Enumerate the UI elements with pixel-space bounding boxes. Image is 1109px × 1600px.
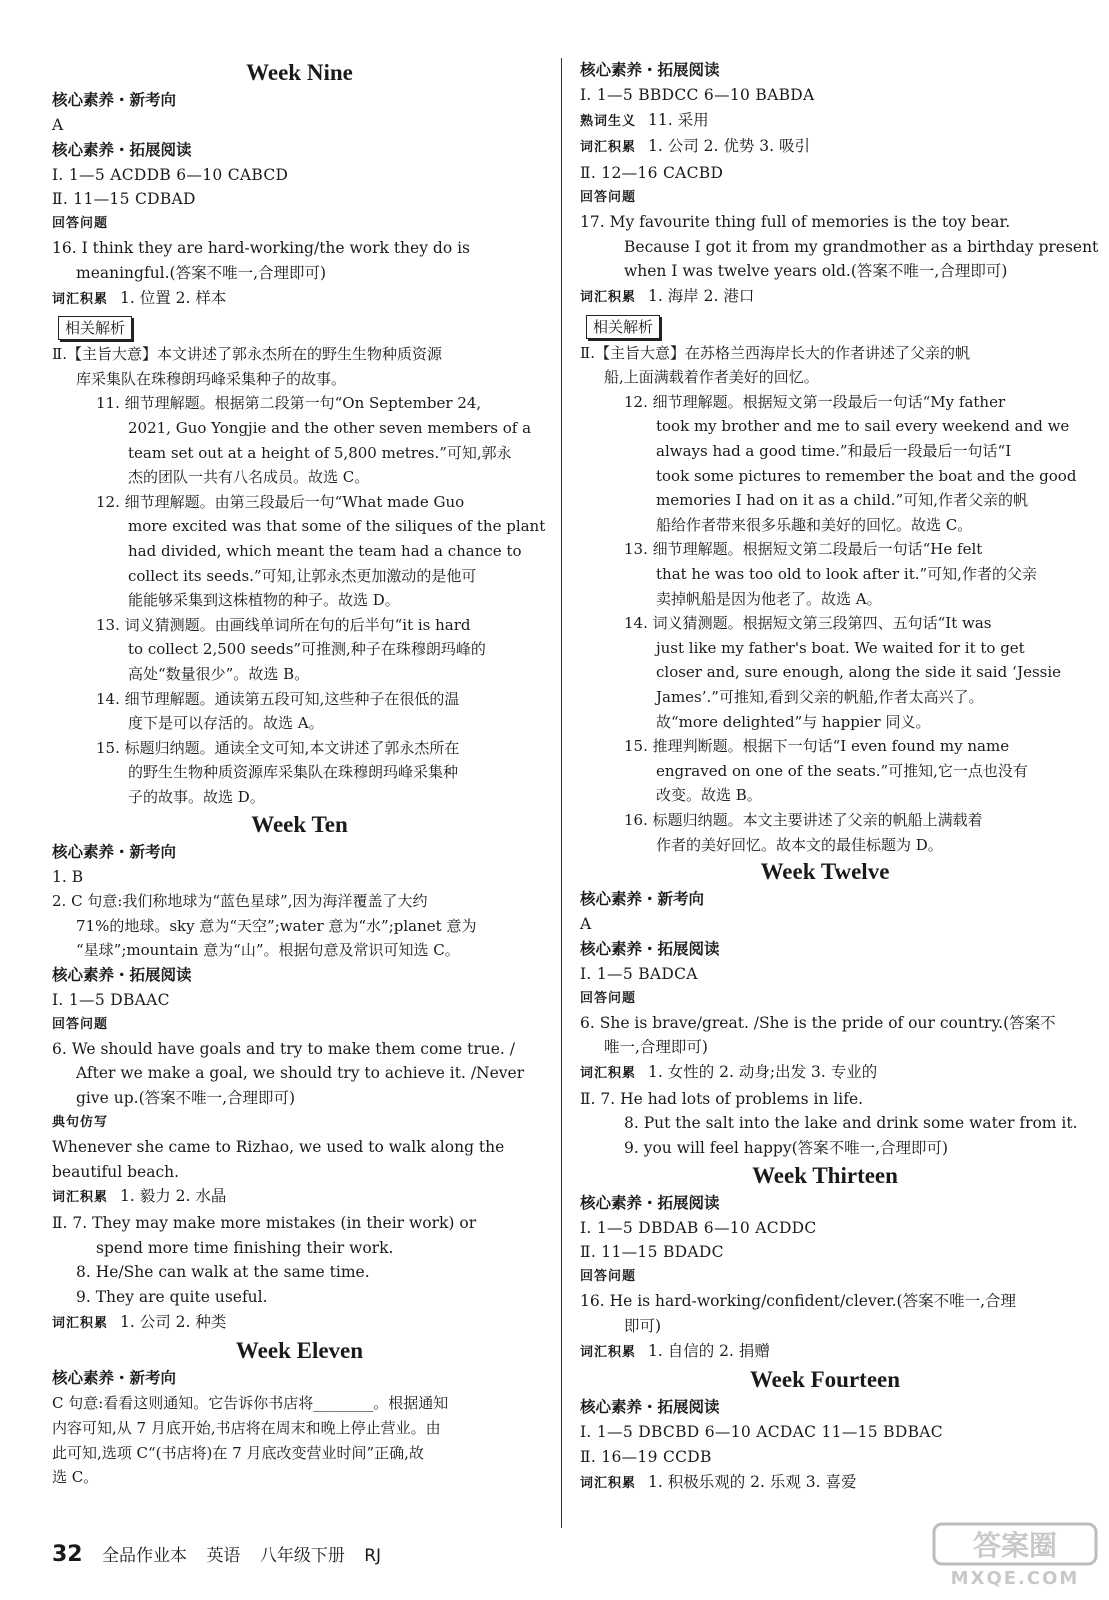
vocab-line: [580, 134, 1070, 161]
right-column: [580, 58, 1099, 1496]
column-divider: [561, 58, 562, 1528]
week-title: Week Twelve: [760, 859, 890, 885]
answer-line: C 句意:看看这则通知。它告诉你书店将________。根据通知: [52, 1394, 449, 1413]
section-heading: 核心素养・新考向: [52, 91, 177, 109]
week-title: Week Ten: [251, 811, 348, 837]
week-title: Week Thirteen: [752, 1162, 898, 1188]
edition-label: RJ: [364, 1546, 382, 1566]
subject-label: 英语: [206, 1546, 241, 1566]
analysis-line: had divided, which meant the team had a chance to: [128, 541, 522, 560]
vocab-label: 词汇积累: [580, 1065, 637, 1081]
week-title: Week Eleven: [235, 1338, 364, 1364]
answer-line: Ⅰ. 1—5 DBCBD 6—10 ACDAC 11—15 BDBAC: [580, 1423, 943, 1442]
vocab-answers: 1. 积极乐观的 2. 乐观 3. 喜爱: [648, 1472, 857, 1491]
answer-line: After we make a goal, we should try to achieve it. /Never: [76, 1064, 525, 1083]
analysis-line: 13. 细节理解题。根据短文第二段最后一句话“He felt: [624, 540, 983, 559]
analysis-line: 12. 细节理解题。由第三段最后一句“What made Guo: [96, 492, 465, 511]
vocab-answers: 1. 公司 2. 种类: [120, 1312, 227, 1331]
vocab-label: 词汇积累: [580, 1475, 637, 1491]
answer-line: 71%的地球。sky 意为“天空”;water 意为“水”;planet 意为: [76, 916, 477, 935]
answer-line: A: [52, 116, 64, 134]
analysis-line: 2021, Guo Yongjie and the other seven members of a: [128, 419, 532, 437]
answer-line: beautiful beach.: [52, 1162, 180, 1181]
section-heading: 核心素养・新考向: [52, 842, 177, 861]
analysis-line: 库采集队在珠穆朗玛峰采集种子的故事。: [76, 369, 347, 388]
vocab-line: [52, 286, 547, 313]
section-heading: 核心素养・新考向: [580, 890, 705, 909]
answer-line: 9. They are quite useful.: [76, 1288, 268, 1307]
vocab-answers: 1. 位置 2. 样本: [120, 288, 227, 307]
vocab-label: 词汇积累: [52, 291, 109, 307]
subsection-heading: 回答问题: [52, 1016, 109, 1032]
answer-line: 9. you will feel happy(答案不唯一,合理即可): [624, 1139, 949, 1158]
vocab-label: 词汇积累: [52, 1315, 109, 1331]
section-heading: 核心素养・拓展阅读: [580, 939, 720, 958]
vocab-label: 词汇积累: [52, 1190, 109, 1206]
week-title: Week Fourteen: [749, 1367, 901, 1393]
analysis-line: 15. 标题归纳题。通读全文可知,本文讲述了郭永杰所在: [96, 738, 460, 757]
analysis-label: 相关解析: [58, 316, 132, 340]
section-heading: 核心素养・新考向: [52, 1369, 177, 1388]
vocab-answers: 1. 女性的 2. 动身;出发 3. 专业的: [648, 1062, 878, 1081]
analysis-line: 15. 推理判断题。根据下一句话“I even found my name: [624, 737, 1010, 756]
analysis-line: 的野生生物种质资源库采集队在珠穆朗玛峰采集种: [128, 763, 459, 782]
week-title: Week Nine: [246, 60, 353, 85]
answer-line: Ⅱ. 12—16 CACBD: [580, 164, 724, 183]
analysis-line: 能能够采集到这株植物的种子。故选 D。: [128, 591, 400, 610]
subsection-heading: 回答问题: [52, 216, 109, 232]
analysis-line: that he was too old to look after it.”可知,作者的父亲: [656, 564, 1037, 583]
answer-line: 即可): [624, 1316, 662, 1335]
answer-line: Ⅱ. 11—15 CDBAD: [52, 190, 196, 209]
watermark-logo: [930, 1520, 1100, 1590]
answer-line: Whenever she came to Rizhao, we used to walk along the: [52, 1137, 505, 1156]
watermark-url: MXQE.COM: [950, 1568, 1080, 1589]
section-heading: 核心素养・拓展阅读: [580, 61, 720, 79]
analysis-line: memories I had on it as a child.”可知,作者父亲的帆: [656, 491, 1028, 510]
vocab-line: [52, 1310, 547, 1337]
analysis-line: team set out at a height of 5,800 metres.”可知,郭永: [128, 443, 512, 462]
book-title: 全品作业本: [102, 1546, 188, 1566]
answer-line: 8. Put the salt into the lake and drink some water from it.: [624, 1114, 1078, 1133]
answer-line: give up.(答案不唯一,合理即可): [76, 1089, 296, 1108]
vocab-label: 词汇积累: [580, 1344, 637, 1360]
answer-line: spend more time finishing their work.: [96, 1238, 394, 1257]
analysis-line: 高处“数量很少”。故选 B。: [128, 664, 310, 683]
watermark-text: 答案圈: [972, 1529, 1058, 1562]
analysis-line: Ⅱ.【主旨大意】在苏格兰西海岸长大的作者讲述了父亲的帆: [580, 343, 970, 362]
analysis-line: engraved on one of the seats.”可推知,它一点也没有: [656, 761, 1028, 780]
answer-line: 2. C 句意:我们称地球为“蓝色星球”,因为海洋覆盖了大约: [52, 892, 428, 911]
analysis-line: 14. 词义猜测题。根据短文第三段第四、五句话“It was: [624, 614, 992, 633]
section-heading: 核心素养・拓展阅读: [52, 965, 192, 984]
analysis-line: just like my father's boat. We waited for it to get: [656, 638, 1025, 657]
vocab-label: 词汇积累: [580, 289, 637, 305]
analysis-line: James’.”可推知,看到父亲的帆船,作者太高兴了。: [656, 687, 984, 706]
known-word-answer: 11. 采用: [648, 110, 709, 129]
analysis-line: always had a good time.”和最后一段最后一句话“I: [656, 442, 1012, 460]
answer-line: 6. We should have goals and try to make them come true. /: [52, 1039, 515, 1058]
analysis-line: 卖掉帆船是因为他老了。故选 A。: [656, 589, 882, 608]
answer-line: “星球”;mountain 意为“山”。根据句意及常识可知选 C。: [76, 941, 460, 960]
vocab-answers: 1. 海岸 2. 港口: [648, 286, 755, 305]
analysis-label: 相关解析: [586, 315, 660, 339]
vocab-line: [580, 284, 1070, 311]
analysis-line: 12. 细节理解题。根据短文第一段最后一句话“My father: [624, 392, 1006, 411]
analysis-line: 杰的团队一共有八名成员。故选 C。: [128, 468, 370, 487]
subsection-heading: 回答问题: [580, 990, 637, 1006]
answer-line: Ⅱ. 7. They may make more mistakes (in their work) or: [52, 1213, 477, 1232]
known-word-label: 熟词生义: [580, 113, 637, 129]
answer-line: 8. He/She can walk at the same time.: [76, 1263, 370, 1282]
vocab-label: 词汇积累: [580, 140, 637, 156]
vocab-line: [580, 1060, 1070, 1087]
answer-line: when I was twelve years old.(答案不唯一,合理即可): [624, 262, 1008, 281]
vocab-answers: 1. 公司 2. 优势 3. 吸引: [648, 137, 811, 156]
answer-line: 16. I think they are hard-working/the work they do is: [52, 239, 470, 258]
answer-line: meaningful.(答案不唯一,合理即可): [76, 263, 327, 282]
analysis-line: took my brother and me to sail every weekend and we: [656, 417, 1070, 436]
analysis-line: closer and, sure enough, along the side it said ‘Jessie: [656, 663, 1062, 682]
page-footer: [52, 1540, 395, 1571]
vocab-answers: 1. 自信的 2. 捐赠: [648, 1341, 770, 1360]
answer-line: A: [580, 915, 592, 934]
analysis-line: 改变。故选 B。: [656, 786, 762, 805]
analysis-line: 11. 细节理解题。根据第二段第一句“On September 24,: [96, 394, 482, 413]
answer-line: Because I got it from my grandmother as a birthday present: [624, 237, 1099, 256]
analysis-line: more excited was that some of the siliques of the plant: [128, 517, 546, 536]
section-heading: 核心素养・拓展阅读: [580, 1193, 720, 1212]
subsection-heading: 回答问题: [580, 189, 637, 205]
analysis-line: to collect 2,500 seeds”可推测,种子在珠穆朗玛峰的: [128, 640, 486, 659]
analysis-line: 13. 词义猜测题。由画线单词所在句的后半句“it is hard: [96, 615, 471, 634]
answer-line: Ⅰ. 1—5 ACDDB 6—10 CABCD: [52, 165, 289, 184]
vocab-answers: 1. 毅力 2. 水晶: [120, 1187, 227, 1206]
analysis-line: 作者的美好回忆。故本文的最佳标题为 D。: [656, 835, 943, 854]
vocab-line: [52, 1184, 547, 1211]
answer-line: 17. My favourite thing full of memories is the toy bear.: [580, 212, 1011, 231]
answer-line: 此可知,选项 C“(书店将)在 7 月底改变营业时间”正确,故: [52, 1443, 424, 1462]
answer-line: 16. He is hard-working/confident/clever.(答案不唯一,合理: [580, 1292, 1017, 1311]
answer-line: Ⅰ. 1—5 DBDAB 6—10 ACDDC: [580, 1218, 817, 1237]
answer-line: Ⅱ. 7. He had lots of problems in life.: [580, 1089, 864, 1108]
analysis-line: 船,上面满载着作者美好的回忆。: [604, 368, 819, 387]
page-number: 32: [52, 1542, 83, 1567]
section-heading: 核心素养・拓展阅读: [52, 140, 192, 159]
answer-line: 1. B: [52, 867, 84, 886]
analysis-line: collect its seeds.”可知,让郭永杰更加激动的是他可: [128, 566, 477, 585]
vocab-line: [580, 108, 1070, 135]
analysis-line: 14. 细节理解题。通读第五段可知,这些种子在很低的温: [96, 689, 460, 708]
answer-line: Ⅰ. 1—5 BADCA: [580, 964, 698, 983]
answer-line: Ⅰ. 1—5 DBAAC: [52, 990, 170, 1009]
answer-line: 内容可知,从 7 月底开始,书店将在周末和晚上停止营业。由: [52, 1419, 441, 1438]
answer-line: 唯一,合理即可): [604, 1038, 708, 1057]
section-heading: 核心素养・拓展阅读: [580, 1398, 720, 1417]
analysis-line: 故“more delighted”与 happier 同义。: [656, 712, 931, 731]
answer-line: Ⅰ. 1—5 BBDCC 6—10 BABDA: [580, 86, 815, 104]
analysis-line: 度下是可以存活的。故选 A。: [128, 714, 324, 733]
left-column: [52, 58, 547, 1490]
grade-label: 八年级下册: [259, 1546, 345, 1566]
subsection-heading: 回答问题: [580, 1269, 637, 1285]
answer-line: 选 C。: [52, 1468, 99, 1487]
analysis-line: 子的故事。故选 D。: [128, 787, 265, 806]
answer-line: Ⅱ. 11—15 BDADC: [580, 1243, 724, 1262]
answer-line: 6. She is brave/great. /She is the pride of our country.(答案不: [580, 1013, 1056, 1032]
analysis-line: 16. 标题归纳题。本文主要讲述了父亲的帆船上满载着: [624, 810, 983, 829]
analysis-line: took some pictures to remember the boat and the good: [656, 466, 1077, 485]
subsection-heading: 典句仿写: [52, 1114, 109, 1130]
analysis-line: Ⅱ.【主旨大意】本文讲述了郭永杰所在的野生生物种质资源: [52, 345, 442, 364]
vocab-line: [580, 1470, 1070, 1497]
answer-line: Ⅱ. 16—19 CCDB: [580, 1447, 712, 1466]
vocab-line: [580, 1339, 1070, 1366]
analysis-line: 船给作者带来很多乐趣和美好的回忆。故选 C。: [656, 515, 973, 534]
